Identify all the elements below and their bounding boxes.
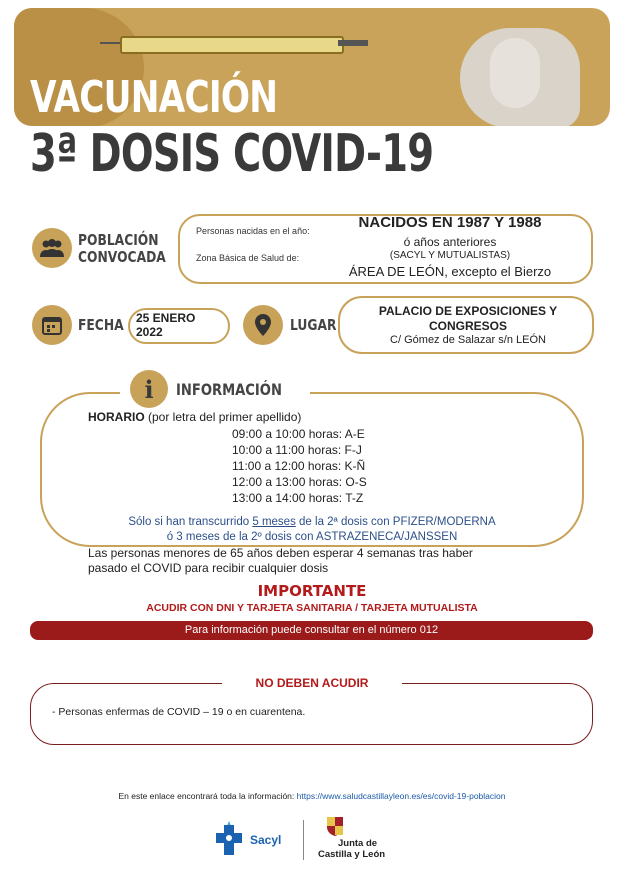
zone-note: (SACYL Y MUTUALISTAS): [389, 250, 511, 261]
importante-title: IMPORTANTE: [257, 582, 367, 600]
plunger-icon: [338, 40, 368, 46]
schedule-row: 11:00 a 12:00 horas: K-Ñ: [232, 459, 366, 473]
poblacion-label: POBLACIÓN CONVOCADA: [78, 231, 166, 266]
title-line1: VACUNACIÓN: [30, 72, 278, 123]
fecha-label: FECHA: [78, 316, 124, 334]
phone-info-bar: Para información puede consultar en el número 012: [30, 621, 593, 640]
lugar-label: LUGAR: [290, 316, 337, 334]
footer-link-line: En este enlace encontrará toda la información: https://www.saludcastillayleon.es/es/covid-19-poblacion: [118, 791, 506, 801]
sacyl-label: Sacyl: [250, 833, 282, 847]
lugar-address: C/ Gómez de Salazar s/n LEÓN: [390, 334, 546, 346]
info-icon: i: [130, 370, 168, 408]
footer-divider: [303, 820, 304, 860]
schedule-row: 13:00 a 14:00 horas: T-Z: [232, 491, 364, 505]
sacyl-logo-icon: [216, 821, 242, 855]
fecha-value: 25 ENERO 2022: [136, 311, 196, 339]
informacion-label: INFORMACIÓN: [176, 380, 282, 399]
no-acudir-text: - Personas enfermas de COVID – 19 o en cuarentena.: [52, 706, 306, 718]
zone-label: Zona Básica de Salud de:: [196, 253, 300, 263]
thumb-illustration: [490, 38, 540, 108]
schedule-row: 09:00 a 10:00 horas: A-E: [232, 427, 365, 441]
note-line1: Sólo si han transcurrido 5 meses de la 2ª dosis con PFIZER/MODERNA: [128, 516, 496, 528]
people-icon: [32, 228, 72, 268]
or-earlier: ó años anteriores: [403, 235, 497, 249]
note-line2: ó 3 meses de la 2º dosis con ASTRAZENECA/JANSSEN: [166, 531, 458, 543]
importante-text: ACUDIR CON DNI Y TARJETA SANITARIA / TARJETA MUTUALISTA: [146, 602, 478, 614]
lugar-value: PALACIO DE EXPOSICIONES Y CONGRESOS: [378, 304, 558, 333]
schedule-row: 10:00 a 11:00 horas: F-J: [232, 443, 362, 457]
schedule-list: [232, 426, 367, 506]
calendar-icon: [32, 305, 72, 345]
zone-value: ÁREA DE LEÓN, excepto el Bierzo: [348, 264, 552, 279]
horario-line: HORARIO (por letra del primer apellido): [88, 410, 302, 424]
title-line2: 3ª DOSIS COVID-19: [30, 124, 434, 184]
born-label: Personas nacidas en el año:: [196, 226, 310, 236]
no-acudir-title: NO DEBEN ACUDIR: [222, 676, 402, 690]
born-value: NACIDOS EN 1987 Y 1988: [358, 214, 542, 231]
covid-info-link[interactable]: https://www.saludcastillayleon.es/es/covid-19-poblacion: [296, 791, 506, 801]
covid-note: Las personas menores de 65 años deben esperar 4 semanas tras haber pasado el COVID para recibir cualquier dosis: [88, 546, 473, 575]
syringe-icon: [120, 36, 344, 54]
coat-of-arms-icon: [326, 815, 344, 837]
junta-label: Junta de Castilla y León: [318, 838, 386, 860]
schedule-row: 12:00 a 13:00 horas: O-S: [232, 475, 367, 489]
location-pin-icon: [243, 305, 283, 345]
needle-icon: [100, 42, 122, 44]
